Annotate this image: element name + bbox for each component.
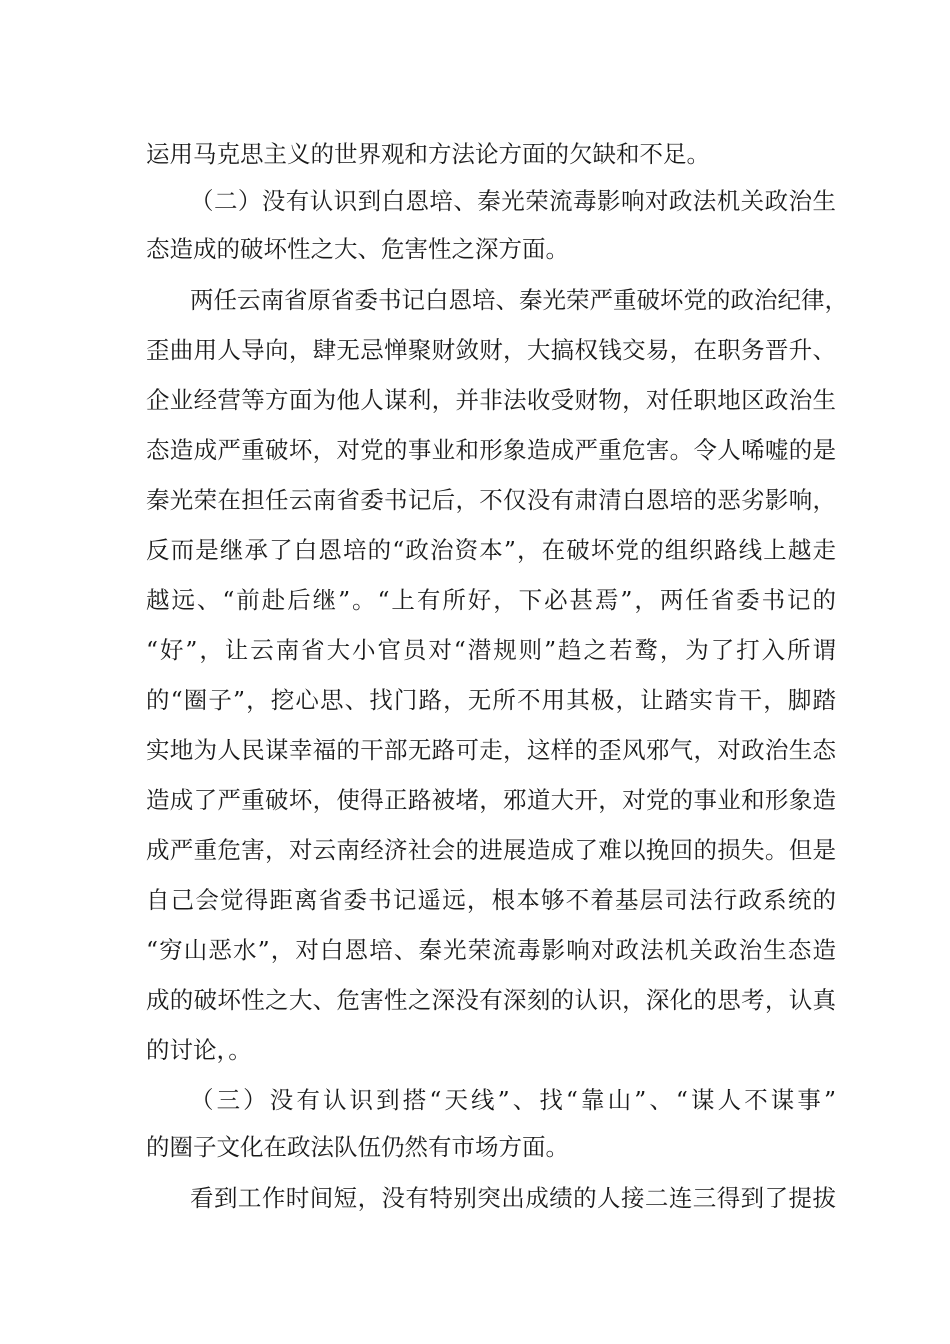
paragraph-line: 实地为人民谋幸福的干部无路可走，这样的歪风邪气，对政治生态 xyxy=(146,736,836,764)
paragraph-line: 成的破坏性之大、危害性之深没有深刻的认识，深化的思考，认真 xyxy=(146,986,836,1014)
paragraph-line: 的“圈子”，挖心思、找门路，无所不用其极，让踏实肯干，脚踏 xyxy=(146,686,836,714)
paragraph-line: “穷山恶水”，对白恩培、秦光荣流毒影响对政法机关政治生态造 xyxy=(146,936,836,964)
section-heading-line: 态造成的破坏性之大、危害性之深方面。 xyxy=(146,235,569,263)
paragraph-line: 秦光荣在担任云南省委书记后，不仅没有肃清白恩培的恶劣影响， xyxy=(146,486,836,514)
paragraph-line: 企业经营等方面为他人谋利，并非法收受财物，对任职地区政治生 xyxy=(146,386,836,414)
paragraph-line: 反而是继承了白恩培的“政治资本”，在破坏党的组织路线上越走 xyxy=(146,536,836,564)
paragraph-line: 歪曲用人导向，肆无忌惮聚财敛财，大搞权钱交易，在职务晋升、 xyxy=(146,336,836,364)
paragraph-line: 看到工作时间短，没有特别突出成绩的人接二连三得到了提拔 xyxy=(190,1184,836,1212)
paragraph-line: “好”，让云南省大小官员对“潜规则”趋之若鹜，为了打入所谓 xyxy=(146,636,836,664)
paragraph-line: 态造成严重破坏，对党的事业和形象造成严重危害。令人唏嘘的是 xyxy=(146,436,836,464)
paragraph-line: 越远、“前赴后继”。“上有所好，下必甚焉”，两任省委书记的 xyxy=(146,586,836,614)
paragraph-line: 成严重危害，对云南经济社会的进展造成了难以挽回的损失。但是 xyxy=(146,836,836,864)
paragraph-line: 造成了严重破坏，使得正路被堵，邪道大开，对党的事业和形象造 xyxy=(146,786,836,814)
paragraph-line: 两任云南省原省委书记白恩培、秦光荣严重破坏党的政治纪律， xyxy=(190,286,848,314)
section-heading-line: 的圈子文化在政法队伍仍然有市场方面。 xyxy=(146,1133,569,1161)
section-heading-line: （三）没有认识到搭“天线”、找“靠山”、“谋人不谋事” xyxy=(190,1086,836,1114)
paragraph-line: 自己会觉得距离省委书记遥远，根本够不着基层司法行政系统的 xyxy=(146,886,836,914)
paragraph-line: 运用马克思主义的世界观和方法论方面的欠缺和不足。 xyxy=(146,140,710,168)
section-heading-line: （二）没有认识到白恩培、秦光荣流毒影响对政法机关政治生 xyxy=(190,187,836,215)
paragraph-line: 的讨论，。 xyxy=(146,1036,252,1064)
